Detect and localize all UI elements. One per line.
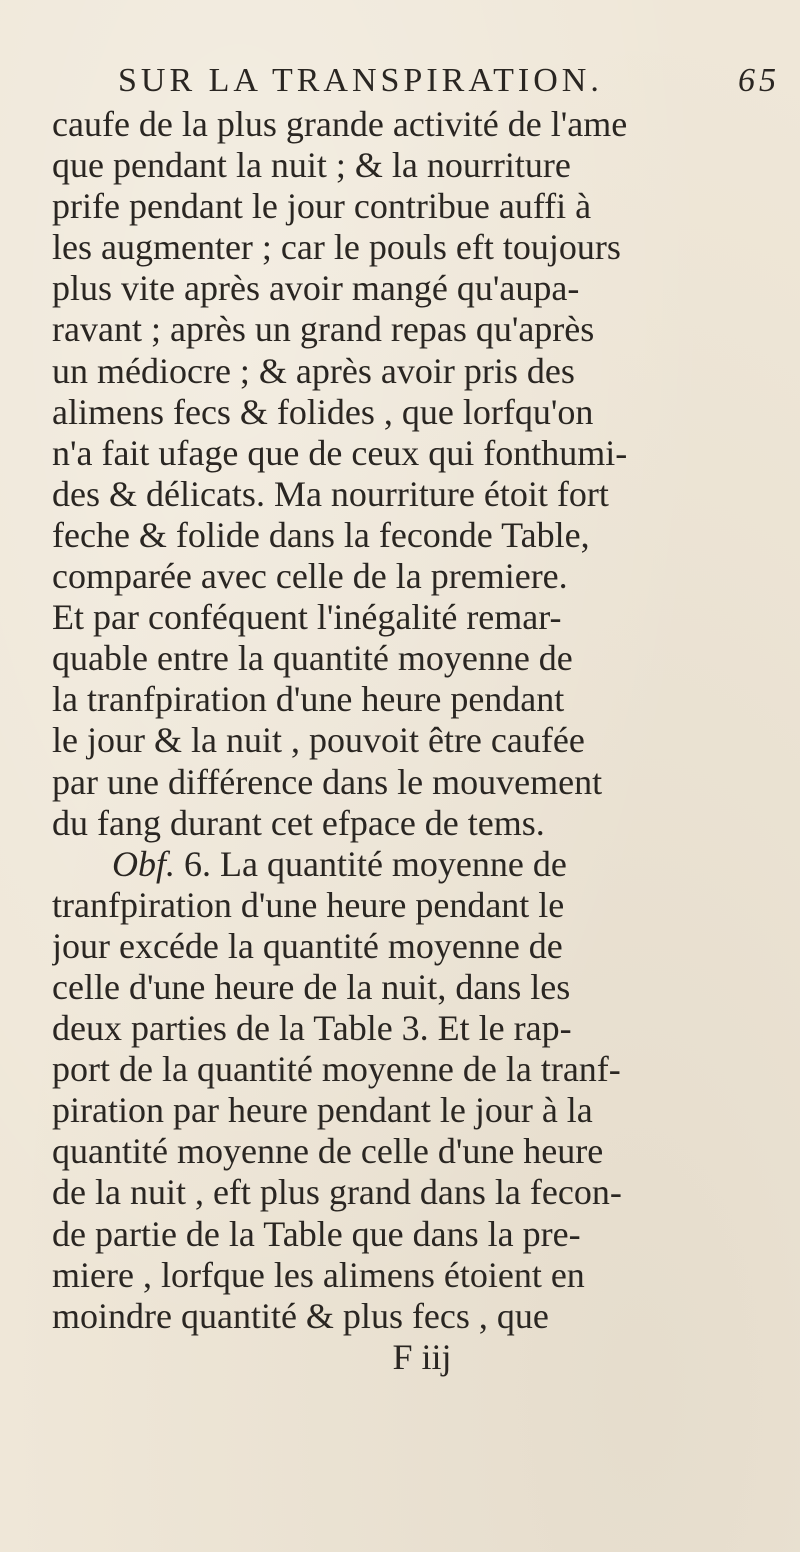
text-line: que pendant la nuit ; & la nourriture (52, 145, 571, 186)
text-line: un médiocre ; & après avoir pris des (52, 350, 575, 391)
text-line: comparée avec celle de la premiere. (52, 556, 568, 597)
text-line: deux parties de la Table 3. Et le rap- (52, 1008, 572, 1049)
text-line: piration par heure pendant le jour à la (52, 1090, 593, 1131)
text-line: par une différence dans le mouvement (52, 761, 603, 802)
text-line: de partie de la Table que dans la pre- (52, 1213, 581, 1254)
text-line: Et par conféquent l'inégalité remar- (52, 597, 562, 638)
text-line: quantité moyenne de celle d'une heure (52, 1131, 604, 1172)
observation-label: Obf. (112, 843, 175, 884)
text-line: des & délicats. Ma nourriture étoit fort (52, 473, 609, 514)
text-line: jour excéde la quantité moyenne de (52, 925, 563, 966)
text-line: miere , lorfque les alimens étoient en (52, 1254, 585, 1295)
observation-first-line (52, 844, 792, 885)
page-number: 65 (738, 62, 780, 99)
text-line: feche & folide dans la feconde Table, (52, 514, 590, 555)
text-line: caufe de la plus grande activité de l'ame (52, 104, 628, 144)
text-line: prife pendant le jour contribue auffi à (52, 186, 592, 227)
text-line: celle d'une heure de la nuit, dans les (52, 966, 571, 1007)
signature-mark: F iij (392, 1336, 452, 1377)
text-line: le jour & la nuit , pouvoit être caufée (52, 720, 585, 761)
text-line: la tranfpiration d'une heure pendant (52, 679, 565, 720)
text-line: ravant ; après un grand repas qu'après (52, 309, 595, 350)
text-line: alimens fecs & folides , que lorfqu'on (52, 391, 594, 432)
text-line: quable entre la quantité moyenne de (52, 638, 573, 679)
observation-text: 6. La quantité moyenne de (175, 843, 567, 884)
text-line: n'a fait ufage que de ceux qui fonthumi- (52, 432, 628, 473)
running-title: SUR LA TRANSPIRATION. (118, 62, 603, 99)
text-line: port de la quantité moyenne de la tranf- (52, 1049, 621, 1090)
text-line: plus vite après avoir mangé qu'aupa- (52, 268, 580, 309)
text-line: tranfpiration d'une heure pendant le (52, 884, 565, 925)
running-head (110, 62, 780, 102)
text-line: les augmenter ; car le pouls eft toujours (52, 227, 621, 268)
text-line: du fang durant cet efpace de tems. (52, 802, 545, 843)
text-line: moindre quantité & plus fecs , que (52, 1295, 549, 1336)
body-text (52, 104, 792, 1378)
text-line: de la nuit , eft plus grand dans la fecon- (52, 1172, 622, 1213)
